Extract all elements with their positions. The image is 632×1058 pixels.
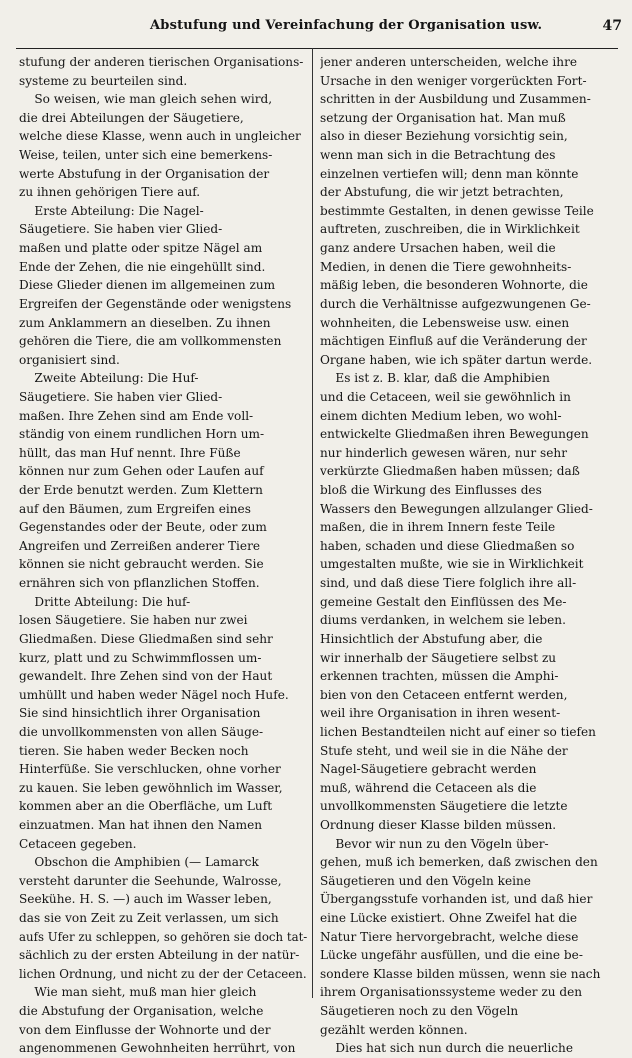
right-column-text-line: einem dichten Medium leben, wo wohl- bbox=[320, 408, 562, 423]
left-column-text-line: die drei Abteilungen der Säugetiere, bbox=[19, 110, 244, 125]
left-column-text-line: umhüllt und haben weder Nägel noch Hufe. bbox=[19, 687, 289, 702]
left-column-text-line: Cetaceen gegeben. bbox=[19, 836, 137, 851]
left-column-text-line: Gliedmaßen. Diese Gliedmaßen sind sehr bbox=[19, 631, 273, 646]
right-column-text-line: ganz andere Ursachen haben, weil die bbox=[320, 241, 556, 256]
right-column-text-line: mächtigen Einfluß auf die Veränderung der bbox=[320, 334, 587, 349]
left-column-text-line: auf den Bäumen, zum Ergreifen eines bbox=[19, 501, 251, 516]
right-column-text-line: bloß die Wirkung des Einflusses des bbox=[320, 483, 542, 498]
left-column-text-line: welche diese Klasse, wenn auch in ungleicher bbox=[19, 129, 301, 144]
left-column-text-line: Erste Abteilung: Die Nagel- bbox=[19, 203, 204, 218]
right-column-text-line: Wassers den Bewegungen allzulanger Glied- bbox=[320, 501, 593, 516]
left-column-text-line: Angreifen und Zerreißen anderer Tiere bbox=[19, 538, 261, 553]
right-column-text-line: entwickelte Gliedmaßen ihren Bewegungen bbox=[320, 427, 589, 442]
left-column-text-line: angenommenen Gewohnheiten herrührt, von bbox=[19, 1041, 296, 1056]
left-column-text-line: organisiert sind. bbox=[19, 352, 120, 367]
left-column-text-line: ständig von einem rundlichen Horn um- bbox=[19, 427, 265, 442]
right-column-text-line: lichen Bestandteilen nicht auf einer so tiefen bbox=[320, 724, 596, 739]
page-number: 47 bbox=[602, 18, 622, 34]
right-column-text-line: bien von den Cetaceen entfernt werden, bbox=[320, 687, 568, 702]
right-column-text-line: sind, und daß diese Tiere folglich ihre all- bbox=[320, 576, 577, 591]
right-column-text-line: schritten in der Ausbildung und Zusammen- bbox=[320, 92, 591, 107]
right-column-text-line: diums verdanken, in welchem sie leben. bbox=[320, 613, 566, 628]
right-column-text-line: Natur Tiere hervorgebracht, welche diese bbox=[320, 929, 579, 944]
right-column-text-line: Es ist z. B. klar, daß die Amphibien bbox=[320, 371, 550, 386]
left-column-text-line: Zweite Abteilung: Die Huf- bbox=[19, 371, 199, 386]
right-column-text-line: wohnheiten, die Lebensweise usw. einen bbox=[320, 315, 570, 330]
header-rule bbox=[16, 48, 618, 49]
left-column-text-line: zu ihnen gehörigen Tiere auf. bbox=[19, 185, 201, 200]
right-column-text-line: Stufe steht, und weil sie in die Nähe der bbox=[320, 743, 568, 758]
right-column-text-line: gemeine Gestalt den Einflüssen des Me- bbox=[320, 594, 567, 609]
right-column-text-line: setzung der Organisation hat. Man muß bbox=[320, 110, 566, 125]
left-column-text-line: kommen aber an die Oberfläche, um Luft bbox=[19, 799, 273, 814]
left-column-text-line: ernähren sich von pflanzlichen Stoffen. bbox=[19, 576, 260, 591]
right-column-text-line: umgestalten mußte, wie sie in Wirklichkeit bbox=[320, 557, 584, 572]
right-column-text-line: Säugetieren und den Vögeln keine bbox=[320, 873, 531, 888]
left-column-text-line: losen Säugetiere. Sie haben nur zwei bbox=[19, 613, 248, 628]
right-column-text-line: und die Cetaceen, weil sie gewöhnlich in bbox=[320, 389, 571, 404]
left-column-text-line: versteht darunter die Seehunde, Walrosse, bbox=[19, 873, 282, 888]
left-column-text-line: Ende der Zehen, die nie eingehüllt sind. bbox=[19, 259, 266, 274]
left-column-text-line: Säugetiere. Sie haben vier Glied- bbox=[19, 389, 223, 404]
left-column-text-line: hüllt, das man Huf nennt. Ihre Füße bbox=[19, 445, 241, 460]
left-column-text-line: von dem Einflusse der Wohnorte und der bbox=[19, 1022, 271, 1037]
left-column-text-line: das sie von Zeit zu Zeit verlassen, um sich bbox=[19, 911, 279, 926]
right-column-text-line: gehen, muß ich bemerken, daß zwischen den bbox=[320, 855, 598, 870]
right-column-text-line: bestimmte Gestalten, in denen gewisse Teile bbox=[320, 203, 594, 218]
right-column-text-line: nur hinderlich gewesen wären, nur sehr bbox=[320, 445, 567, 460]
right-column bbox=[320, 53, 616, 1058]
left-column-text-line: gehören die Tiere, die am vollkommensten bbox=[19, 334, 282, 349]
left-column-text-line: systeme zu beurteilen sind. bbox=[19, 73, 188, 88]
right-column-text-line: auftreten, zuschreiben, die in Wirklichkeit bbox=[320, 222, 580, 237]
right-column-text-line: Ursache in den weniger vorgerückten Fort- bbox=[320, 73, 587, 88]
left-column-text-line: einzuatmen. Man hat ihnen den Namen bbox=[19, 817, 263, 832]
left-column-text-line: können sie nicht gebraucht werden. Sie bbox=[19, 557, 264, 572]
left-column-text-line: stufung der anderen tierischen Organisations- bbox=[19, 55, 304, 69]
right-column-text-line: verkürzte Gliedmaßen haben müssen; daß bbox=[320, 464, 580, 479]
right-column-text-line: eine Lücke existiert. Ohne Zweifel hat die bbox=[320, 911, 578, 926]
right-column-text-line: sondere Klasse bilden müssen, wenn sie nach bbox=[320, 966, 601, 981]
right-column-text-line: durch die Verhältnisse aufgezwungenen Ge- bbox=[320, 296, 591, 311]
left-column-text-line: können nur zum Gehen oder Laufen auf bbox=[19, 464, 264, 479]
left-column-text-line: Seekühe. H. S. —) auch im Wasser leben, bbox=[19, 892, 272, 907]
left-column-text-line: maßen und platte oder spitze Nägel am bbox=[19, 241, 263, 256]
left-column-text-line: gewandelt. Ihre Zehen sind von der Haut bbox=[19, 669, 273, 684]
left-column-text-line: die unvollkommensten von allen Säuge- bbox=[19, 724, 264, 739]
right-column-text-line: jener anderen unterscheiden, welche ihre bbox=[320, 55, 578, 69]
left-column-text-line: Gegenstandes oder der Beute, oder zum bbox=[19, 520, 267, 535]
left-column-text-line: lichen Ordnung, und nicht zu der der Cetaceen. bbox=[19, 966, 307, 981]
left-column-text-line: aufs Ufer zu schleppen, so gehören sie doch tat- bbox=[19, 929, 307, 944]
running-title: Abstufung und Vereinfachung der Organisation usw. bbox=[150, 18, 543, 33]
right-column-text-line: Dies hat sich nun durch die neuerliche bbox=[320, 1041, 574, 1056]
right-column-text-line: muß, während die Cetaceen als die bbox=[320, 780, 537, 795]
left-column-text-line: maßen. Ihre Zehen sind am Ende voll- bbox=[19, 408, 254, 423]
right-column-text-line: Ordnung dieser Klasse bilden müssen. bbox=[320, 817, 557, 832]
left-column-text-line: zum Anklammern an dieselben. Zu ihnen bbox=[19, 315, 271, 330]
right-column-text-line: gezählt werden können. bbox=[320, 1022, 468, 1037]
left-column-text-line: kurz, platt und zu Schwimmflossen um- bbox=[19, 650, 262, 665]
right-column-text-line: der Abstufung, die wir jetzt betrachten, bbox=[320, 185, 564, 200]
left-column-text-line: Obschon die Amphibien (— Lamarck bbox=[19, 855, 259, 870]
right-column-text-line: Nagel-Säugetiere gebracht werden bbox=[320, 762, 537, 777]
left-column-text-line: tieren. Sie haben weder Becken noch bbox=[19, 743, 249, 758]
left-column-text-line: die Abstufung der Organisation, welche bbox=[19, 1004, 264, 1019]
right-column-text-line: Säugetieren noch zu den Vögeln bbox=[320, 1004, 519, 1019]
right-column-text-line: Übergangsstufe vorhanden ist, und daß hier bbox=[320, 892, 593, 907]
right-column-text-line: mäßig leben, die besonderen Wohnorte, die bbox=[320, 278, 588, 293]
right-column-text-line: weil ihre Organisation in ihren wesent- bbox=[320, 706, 561, 721]
right-column-text-line: ihrem Organisationssysteme weder zu den bbox=[320, 985, 583, 1000]
right-column-text-line: Lücke ungefähr ausfüllen, und die eine be- bbox=[320, 948, 583, 963]
left-column-text-line: Dritte Abteilung: Die huf- bbox=[19, 594, 191, 609]
right-column-text-line: erkennen trachten, müssen die Amphi- bbox=[320, 669, 559, 684]
right-column-text-line: wir innerhalb der Säugetiere selbst zu bbox=[320, 650, 557, 665]
left-column-text-line: werte Abstufung in der Organisation der bbox=[19, 166, 270, 181]
left-column bbox=[19, 53, 307, 1058]
left-column-text-line: der Erde benutzt werden. Zum Klettern bbox=[19, 483, 263, 498]
right-column-text-line: also in dieser Beziehung vorsichtig sein, bbox=[320, 129, 568, 144]
left-column-text-line: Wie man sieht, muß man hier gleich bbox=[19, 985, 257, 1000]
right-column-text-line: Medien, in denen die Tiere gewohnheits- bbox=[320, 259, 572, 274]
left-column-text-line: Weise, teilen, unter sich eine bemerkens- bbox=[19, 148, 273, 163]
right-column-text-line: einzelnen vertiefen will; denn man könnte bbox=[320, 166, 579, 181]
right-column-text-line: Hinsichtlich der Abstufung aber, die bbox=[320, 631, 543, 646]
right-column-text-line: unvollkommensten Säugetiere die letzte bbox=[320, 799, 568, 814]
left-column-text-line: So weisen, wie man gleich sehen wird, bbox=[19, 92, 273, 107]
right-column-text-line: wenn man sich in die Betrachtung des bbox=[320, 148, 556, 163]
left-column-text-line: Säugetiere. Sie haben vier Glied- bbox=[19, 222, 223, 237]
left-column-text-line: Hinterfüße. Sie verschlucken, ohne vorher bbox=[19, 762, 281, 777]
page-header bbox=[0, 10, 632, 44]
column-divider bbox=[312, 48, 313, 998]
left-column-text-line: Ergreifen der Gegenstände oder wenigstens bbox=[19, 296, 292, 311]
right-column-text-line: maßen, die in ihrem Innern feste Teile bbox=[320, 520, 556, 535]
right-column-text-line: Organe haben, wie ich später dartun werde. bbox=[320, 352, 593, 367]
left-column-text-line: Diese Glieder dienen im allgemeinen zum bbox=[19, 278, 276, 293]
left-column-text-line: zu kauen. Sie leben gewöhnlich im Wasser, bbox=[19, 780, 283, 795]
left-column-text-line: Sie sind hinsichtlich ihrer Organisation bbox=[19, 706, 261, 721]
right-column-text-line: Bevor wir nun zu den Vögeln über- bbox=[320, 836, 549, 851]
right-column-text-line: haben, schaden und diese Gliedmaßen so bbox=[320, 538, 575, 553]
left-column-text-line: sächlich zu der ersten Abteilung in der natür- bbox=[19, 948, 300, 963]
